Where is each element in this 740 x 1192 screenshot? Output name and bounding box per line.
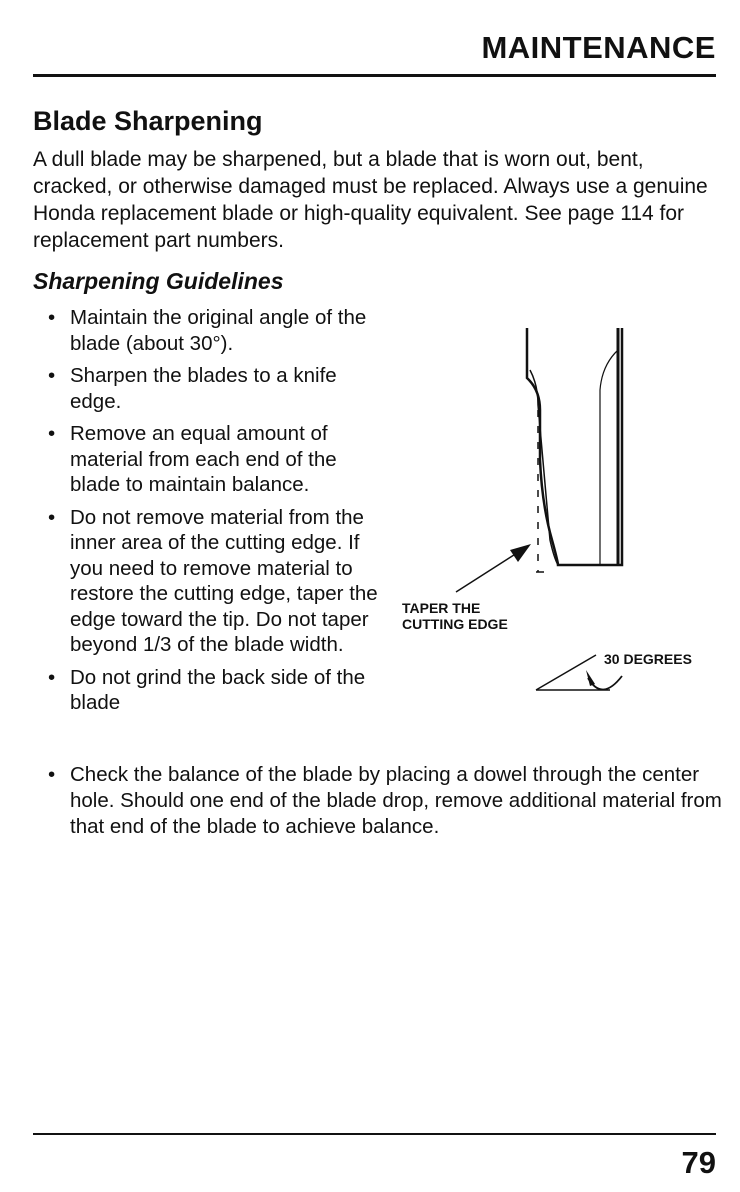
list-item-text: Do not remove material from the inner area of the cutting edge. If you need to remove material to restore the cutting edge, taper the edge toward the tip. Do not taper beyond 1/3 of the blade width. bbox=[70, 505, 378, 656]
page-title: Blade Sharpening bbox=[33, 106, 263, 136]
bevel-line bbox=[600, 350, 618, 565]
taper-label-line1: TAPER THE bbox=[402, 600, 481, 616]
bullet-icon: • bbox=[48, 763, 56, 786]
blade-diagram bbox=[390, 310, 730, 720]
page-number: 79 bbox=[681, 1145, 716, 1180]
top-divider bbox=[33, 74, 716, 77]
list-item bbox=[48, 505, 388, 658]
bullet-icon: • bbox=[48, 505, 56, 529]
section-subtitle: Sharpening Guidelines bbox=[33, 268, 284, 294]
list-item-text: Do not grind the back side of the blade bbox=[70, 665, 366, 714]
list-item bbox=[48, 305, 388, 356]
list-item-text: Sharpen the blades to a knife edge. bbox=[70, 364, 337, 413]
list-item-text: Maintain the original angle of the blade (about 30°). bbox=[70, 306, 367, 355]
bullet-icon: • bbox=[48, 364, 56, 387]
list-item bbox=[48, 363, 388, 414]
taper-callout bbox=[402, 600, 508, 632]
guidelines-list bbox=[48, 305, 388, 723]
list-item bbox=[48, 421, 388, 498]
intro-paragraph: A dull blade may be sharpened, but a blade that is worn out, bent, cracked, or otherwise damaged must be replaced. Always use a genuine Honda replacement blade or high-quality equivalent. See page 114 for replacement part numbers. bbox=[33, 148, 708, 252]
list-item-text: Check the balance of the blade by placing a dowel through the center hole. Should one end of the blade drop, remove additional material from that end of the blade to achieve balance. bbox=[70, 763, 722, 838]
angle-label: 30 DEGREES bbox=[604, 651, 692, 667]
bullet-icon: • bbox=[48, 306, 56, 329]
angle-arrow-icon bbox=[586, 670, 595, 686]
taper-arrow-icon bbox=[510, 544, 531, 562]
list-item-text: Remove an equal amount of material from each end of the blade to maintain balance. bbox=[70, 422, 337, 496]
section-header: MAINTENANCE bbox=[481, 30, 716, 65]
taper-label-line2: CUTTING EDGE bbox=[402, 616, 508, 632]
bottom-divider bbox=[33, 1133, 716, 1135]
list-item bbox=[48, 762, 728, 840]
bullet-icon: • bbox=[48, 422, 56, 445]
list-item bbox=[48, 665, 388, 716]
bevel-line bbox=[530, 370, 558, 565]
bullet-icon: • bbox=[48, 665, 56, 689]
